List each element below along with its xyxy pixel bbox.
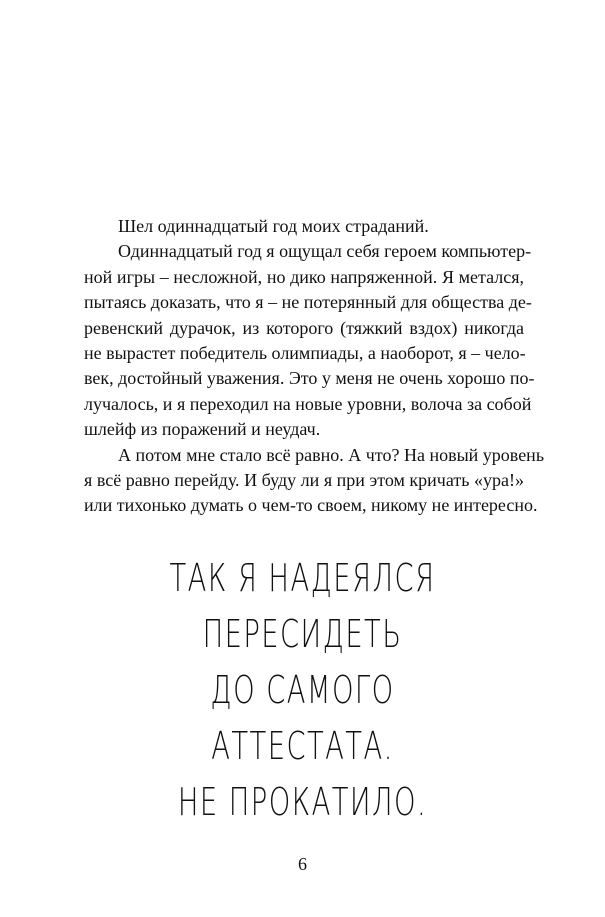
handwritten-line-2: ПЕРЕСИДЕТЬ bbox=[202, 612, 403, 656]
paragraph-2-line-5: не вырастет победитель олимпиады, а наоборот, я – чело- bbox=[84, 342, 526, 363]
paragraph-3-line-1: А потом мне стало всё равно. А что? На новый уровень bbox=[118, 444, 545, 465]
paragraph-2-line-4: ревенский дурачок, из которого (тяжкий вздох) никогда bbox=[84, 317, 524, 338]
paragraph-2-line-1: Одиннадцатый год я ощущал себя героем компьютер- bbox=[118, 241, 532, 262]
paragraph-2-line-2: ной игры – несложной, но дико напряженной. Я метался, bbox=[84, 266, 524, 287]
paragraph-3-line-3: или тихонько думать о чем-то своем, никому не интересно. bbox=[84, 495, 538, 516]
handwritten-line-5: НЕ ПРОКАТИЛО. bbox=[177, 780, 428, 824]
handwritten-line-1: ТАК Я НАДЕЯЛСЯ bbox=[169, 556, 436, 600]
page-number: 6 bbox=[298, 854, 307, 874]
body-text bbox=[84, 214, 545, 519]
paragraph-3-line-2: я всё равно перейду. И буду ли я при этом кричать «ура!» bbox=[84, 469, 524, 490]
paragraph-1-line-1: Шел одиннадцатый год моих страданий. bbox=[118, 216, 429, 236]
paragraph-2-line-8: шлейф из поражений и неудач. bbox=[84, 419, 321, 440]
paragraph-2-line-6: век, достойный уважения. Это у меня не очень хорошо по- bbox=[84, 368, 535, 389]
handwritten-line-4: АТТЕСТАТА. bbox=[211, 724, 394, 768]
handwritten-line-3: ДО САМОГО bbox=[210, 668, 395, 712]
paragraph-2-line-3: пытаясь доказать, что я – не потерянный для общества де- bbox=[84, 292, 532, 313]
handwritten-callout bbox=[85, 550, 521, 830]
paragraph-2-line-7: лучалось, и я переходил на новые уровни, волоча за собой bbox=[84, 393, 532, 414]
